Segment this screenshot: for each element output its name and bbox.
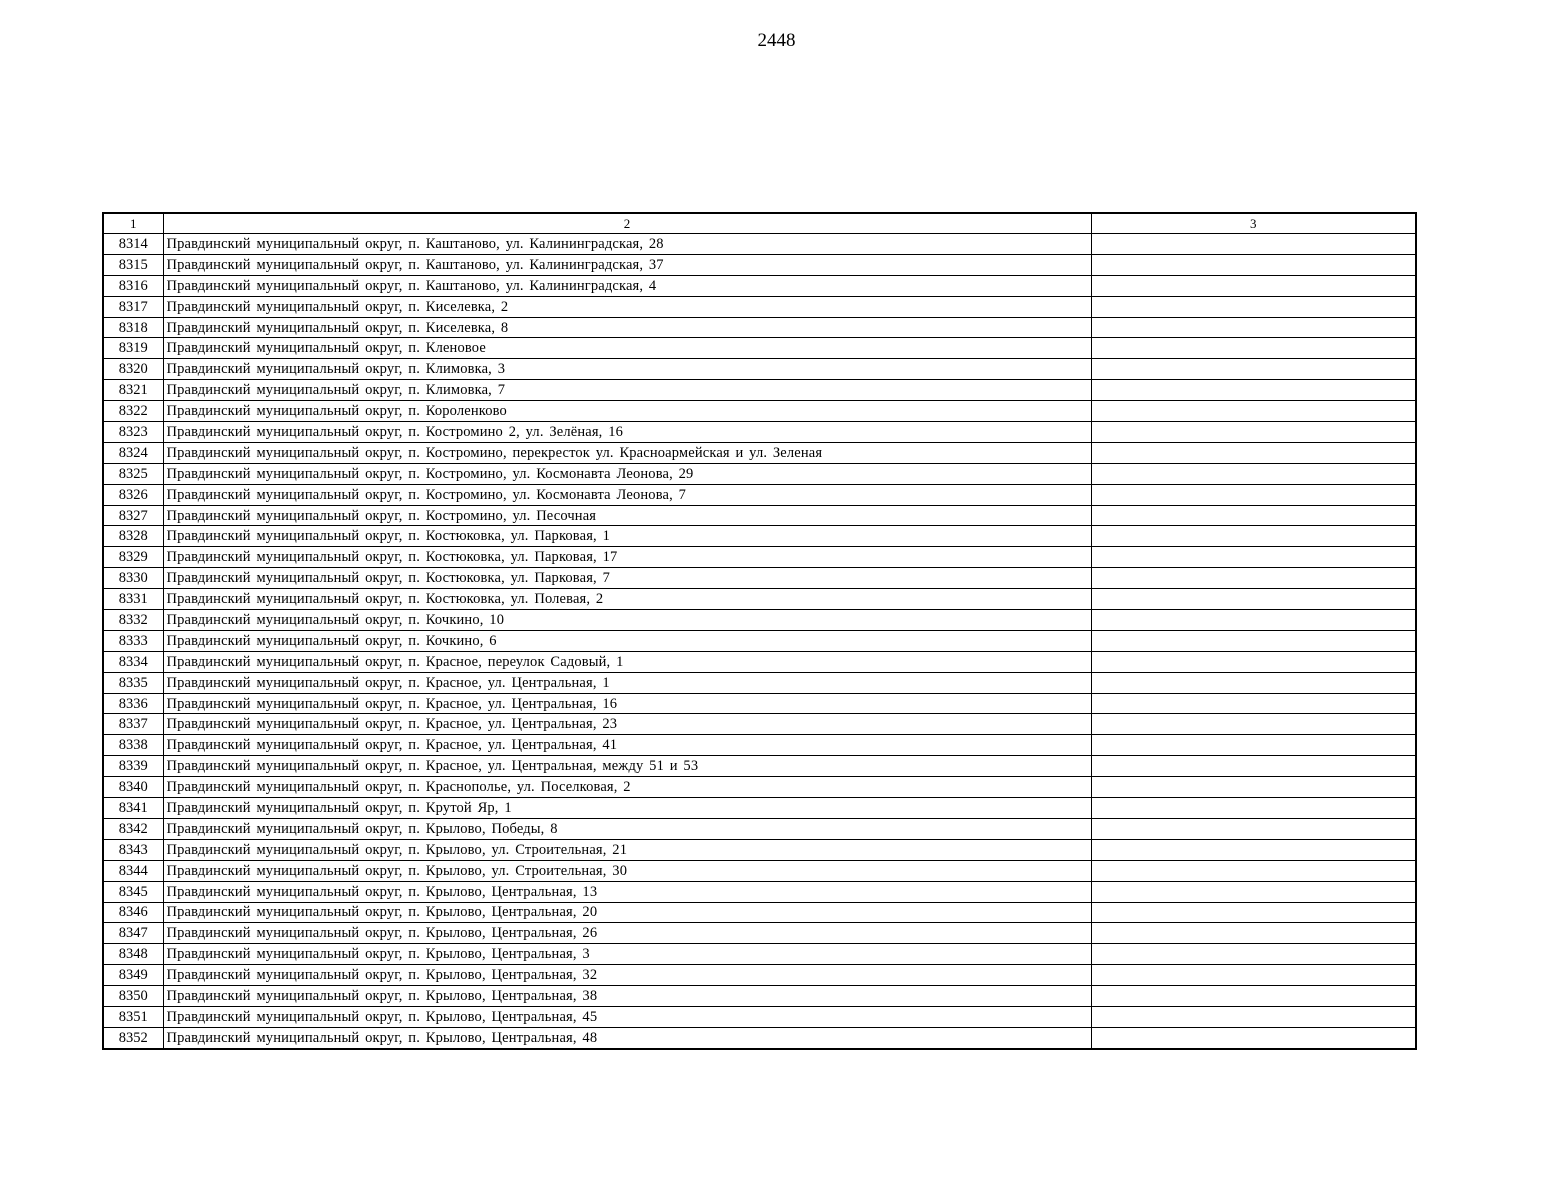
- address-cell: Правдинский муниципальный округ, п. Костюковка, ул. Парковая, 17: [163, 547, 1091, 568]
- address-cell: Правдинский муниципальный округ, п. Кочкино, 10: [163, 610, 1091, 631]
- address-cell: Правдинский муниципальный округ, п. Крылово, Центральная, 26: [163, 923, 1091, 944]
- address-cell: Правдинский муниципальный округ, п. Крылово, Победы, 8: [163, 818, 1091, 839]
- address-cell: Правдинский муниципальный округ, п. Крутой Яр, 1: [163, 798, 1091, 819]
- row-number-cell: 8329: [103, 547, 163, 568]
- note-cell: [1091, 526, 1416, 547]
- note-cell: [1091, 714, 1416, 735]
- note-cell: [1091, 777, 1416, 798]
- note-cell: [1091, 484, 1416, 505]
- table-row: [103, 735, 1416, 756]
- row-number-cell: 8346: [103, 902, 163, 923]
- address-table: [102, 212, 1417, 1050]
- row-number-cell: 8331: [103, 589, 163, 610]
- note-cell: [1091, 651, 1416, 672]
- table-row: [103, 714, 1416, 735]
- row-number-cell: 8341: [103, 798, 163, 819]
- row-number-cell: 8330: [103, 568, 163, 589]
- table-row: [103, 881, 1416, 902]
- row-number-cell: 8325: [103, 463, 163, 484]
- note-cell: [1091, 672, 1416, 693]
- table-row: [103, 547, 1416, 568]
- address-cell: Правдинский муниципальный округ, п. Крылово, Центральная, 3: [163, 944, 1091, 965]
- address-cell: Правдинский муниципальный округ, п. Краснополье, ул. Поселковая, 2: [163, 777, 1091, 798]
- row-number-cell: 8333: [103, 630, 163, 651]
- table-row: [103, 296, 1416, 317]
- note-cell: [1091, 756, 1416, 777]
- note-cell: [1091, 422, 1416, 443]
- address-cell: Правдинский муниципальный округ, п. Костромино, перекресток ул. Красноармейская и ул. Зеленая: [163, 442, 1091, 463]
- note-cell: [1091, 254, 1416, 275]
- row-number-cell: 8324: [103, 442, 163, 463]
- address-cell: Правдинский муниципальный округ, п. Красное, ул. Центральная, 41: [163, 735, 1091, 756]
- address-cell: Правдинский муниципальный округ, п. Киселевка, 8: [163, 317, 1091, 338]
- row-number-cell: 8322: [103, 401, 163, 422]
- table-row: [103, 756, 1416, 777]
- note-cell: [1091, 923, 1416, 944]
- table-row: [103, 359, 1416, 380]
- note-cell: [1091, 610, 1416, 631]
- table-row: [103, 965, 1416, 986]
- address-cell: Правдинский муниципальный округ, п. Крылово, Центральная, 20: [163, 902, 1091, 923]
- address-cell: Правдинский муниципальный округ, п. Красное, ул. Центральная, 23: [163, 714, 1091, 735]
- note-cell: [1091, 338, 1416, 359]
- row-number-cell: 8317: [103, 296, 163, 317]
- address-cell: Правдинский муниципальный округ, п. Костромино, ул. Космонавта Леонова, 29: [163, 463, 1091, 484]
- note-cell: [1091, 547, 1416, 568]
- table-row: [103, 777, 1416, 798]
- row-number-cell: 8323: [103, 422, 163, 443]
- address-cell: Правдинский муниципальный округ, п. Крылово, Центральная, 32: [163, 965, 1091, 986]
- table-row: [103, 380, 1416, 401]
- column-header-2: 2: [163, 213, 1091, 234]
- page-number: 2448: [757, 30, 796, 51]
- table-row: [103, 839, 1416, 860]
- table-row: [103, 422, 1416, 443]
- row-number-cell: 8342: [103, 818, 163, 839]
- address-cell: Правдинский муниципальный округ, п. Костромино 2, ул. Зелёная, 16: [163, 422, 1091, 443]
- table-row: [103, 568, 1416, 589]
- address-cell: Правдинский муниципальный округ, п. Крылово, Центральная, 45: [163, 1006, 1091, 1027]
- note-cell: [1091, 902, 1416, 923]
- note-cell: [1091, 234, 1416, 255]
- note-cell: [1091, 275, 1416, 296]
- note-cell: [1091, 798, 1416, 819]
- row-number-cell: 8320: [103, 359, 163, 380]
- note-cell: [1091, 1006, 1416, 1027]
- row-number-cell: 8321: [103, 380, 163, 401]
- table-row: [103, 693, 1416, 714]
- table-row: [103, 651, 1416, 672]
- column-header-3: 3: [1091, 213, 1416, 234]
- table-row: [103, 338, 1416, 359]
- table-row: [103, 986, 1416, 1007]
- row-number-cell: 8339: [103, 756, 163, 777]
- table-row: [103, 254, 1416, 275]
- row-number-cell: 8338: [103, 735, 163, 756]
- note-cell: [1091, 359, 1416, 380]
- address-cell: Правдинский муниципальный округ, п. Костюковка, ул. Полевая, 2: [163, 589, 1091, 610]
- table-row: [103, 526, 1416, 547]
- address-cell: Правдинский муниципальный округ, п. Красное, переулок Садовый, 1: [163, 651, 1091, 672]
- row-number-cell: 8345: [103, 881, 163, 902]
- address-cell: Правдинский муниципальный округ, п. Кленовое: [163, 338, 1091, 359]
- address-cell: Правдинский муниципальный округ, п. Костромино, ул. Песочная: [163, 505, 1091, 526]
- table-row: [103, 275, 1416, 296]
- row-number-cell: 8326: [103, 484, 163, 505]
- table-row: [103, 317, 1416, 338]
- address-cell: Правдинский муниципальный округ, п. Костромино, ул. Космонавта Леонова, 7: [163, 484, 1091, 505]
- table-row: [103, 923, 1416, 944]
- note-cell: [1091, 505, 1416, 526]
- note-cell: [1091, 881, 1416, 902]
- note-cell: [1091, 442, 1416, 463]
- address-cell: Правдинский муниципальный округ, п. Крылово, ул. Строительная, 30: [163, 860, 1091, 881]
- table-header: [103, 213, 1416, 234]
- table-row: [103, 463, 1416, 484]
- row-number-cell: 8352: [103, 1027, 163, 1048]
- table-row: [103, 630, 1416, 651]
- row-number-cell: 8335: [103, 672, 163, 693]
- table-row: [103, 442, 1416, 463]
- address-cell: Правдинский муниципальный округ, п. Крылово, Центральная, 13: [163, 881, 1091, 902]
- table-row: [103, 818, 1416, 839]
- note-cell: [1091, 965, 1416, 986]
- column-header-1: 1: [103, 213, 163, 234]
- address-cell: Правдинский муниципальный округ, п. Костюковка, ул. Парковая, 7: [163, 568, 1091, 589]
- note-cell: [1091, 986, 1416, 1007]
- table-row: [103, 860, 1416, 881]
- table-row: [103, 484, 1416, 505]
- table-row: [103, 505, 1416, 526]
- row-number-cell: 8344: [103, 860, 163, 881]
- note-cell: [1091, 463, 1416, 484]
- address-cell: Правдинский муниципальный округ, п. Красное, ул. Центральная, 16: [163, 693, 1091, 714]
- table-row: [103, 234, 1416, 255]
- address-cell: Правдинский муниципальный округ, п. Крылово, Центральная, 48: [163, 1027, 1091, 1048]
- table-row: [103, 672, 1416, 693]
- table-row: [103, 902, 1416, 923]
- table-row: [103, 1006, 1416, 1027]
- row-number-cell: 8332: [103, 610, 163, 631]
- address-cell: Правдинский муниципальный округ, п. Крылово, ул. Строительная, 21: [163, 839, 1091, 860]
- note-cell: [1091, 380, 1416, 401]
- row-number-cell: 8327: [103, 505, 163, 526]
- address-cell: Правдинский муниципальный округ, п. Каштаново, ул. Калининградская, 28: [163, 234, 1091, 255]
- note-cell: [1091, 818, 1416, 839]
- table-row: [103, 944, 1416, 965]
- address-cell: Правдинский муниципальный округ, п. Климовка, 7: [163, 380, 1091, 401]
- table-row: [103, 610, 1416, 631]
- row-number-cell: 8328: [103, 526, 163, 547]
- note-cell: [1091, 839, 1416, 860]
- note-cell: [1091, 860, 1416, 881]
- address-cell: Правдинский муниципальный округ, п. Каштаново, ул. Калининградская, 4: [163, 275, 1091, 296]
- note-cell: [1091, 944, 1416, 965]
- address-cell: Правдинский муниципальный округ, п. Крылово, Центральная, 38: [163, 986, 1091, 1007]
- address-cell: Правдинский муниципальный округ, п. Климовка, 3: [163, 359, 1091, 380]
- note-cell: [1091, 296, 1416, 317]
- address-cell: Правдинский муниципальный округ, п. Красное, ул. Центральная, 1: [163, 672, 1091, 693]
- row-number-cell: 8316: [103, 275, 163, 296]
- table-row: [103, 589, 1416, 610]
- row-number-cell: 8336: [103, 693, 163, 714]
- note-cell: [1091, 1027, 1416, 1048]
- row-number-cell: 8314: [103, 234, 163, 255]
- address-cell: Правдинский муниципальный округ, п. Кочкино, 6: [163, 630, 1091, 651]
- address-cell: Правдинский муниципальный округ, п. Каштаново, ул. Калининградская, 37: [163, 254, 1091, 275]
- row-number-cell: 8319: [103, 338, 163, 359]
- note-cell: [1091, 589, 1416, 610]
- row-number-cell: 8348: [103, 944, 163, 965]
- row-number-cell: 8347: [103, 923, 163, 944]
- table-row: [103, 401, 1416, 422]
- note-cell: [1091, 693, 1416, 714]
- row-number-cell: 8334: [103, 651, 163, 672]
- row-number-cell: 8349: [103, 965, 163, 986]
- address-cell: Правдинский муниципальный округ, п. Короленково: [163, 401, 1091, 422]
- row-number-cell: 8351: [103, 1006, 163, 1027]
- note-cell: [1091, 568, 1416, 589]
- row-number-cell: 8343: [103, 839, 163, 860]
- row-number-cell: 8350: [103, 986, 163, 1007]
- address-cell: Правдинский муниципальный округ, п. Киселевка, 2: [163, 296, 1091, 317]
- header-row: [103, 213, 1416, 234]
- row-number-cell: 8318: [103, 317, 163, 338]
- address-cell: Правдинский муниципальный округ, п. Костюковка, ул. Парковая, 1: [163, 526, 1091, 547]
- address-cell: Правдинский муниципальный округ, п. Красное, ул. Центральная, между 51 и 53: [163, 756, 1091, 777]
- note-cell: [1091, 735, 1416, 756]
- table-row: [103, 1027, 1416, 1048]
- note-cell: [1091, 317, 1416, 338]
- row-number-cell: 8340: [103, 777, 163, 798]
- row-number-cell: 8315: [103, 254, 163, 275]
- note-cell: [1091, 401, 1416, 422]
- row-number-cell: 8337: [103, 714, 163, 735]
- table-row: [103, 798, 1416, 819]
- note-cell: [1091, 630, 1416, 651]
- table-body: [103, 234, 1416, 1049]
